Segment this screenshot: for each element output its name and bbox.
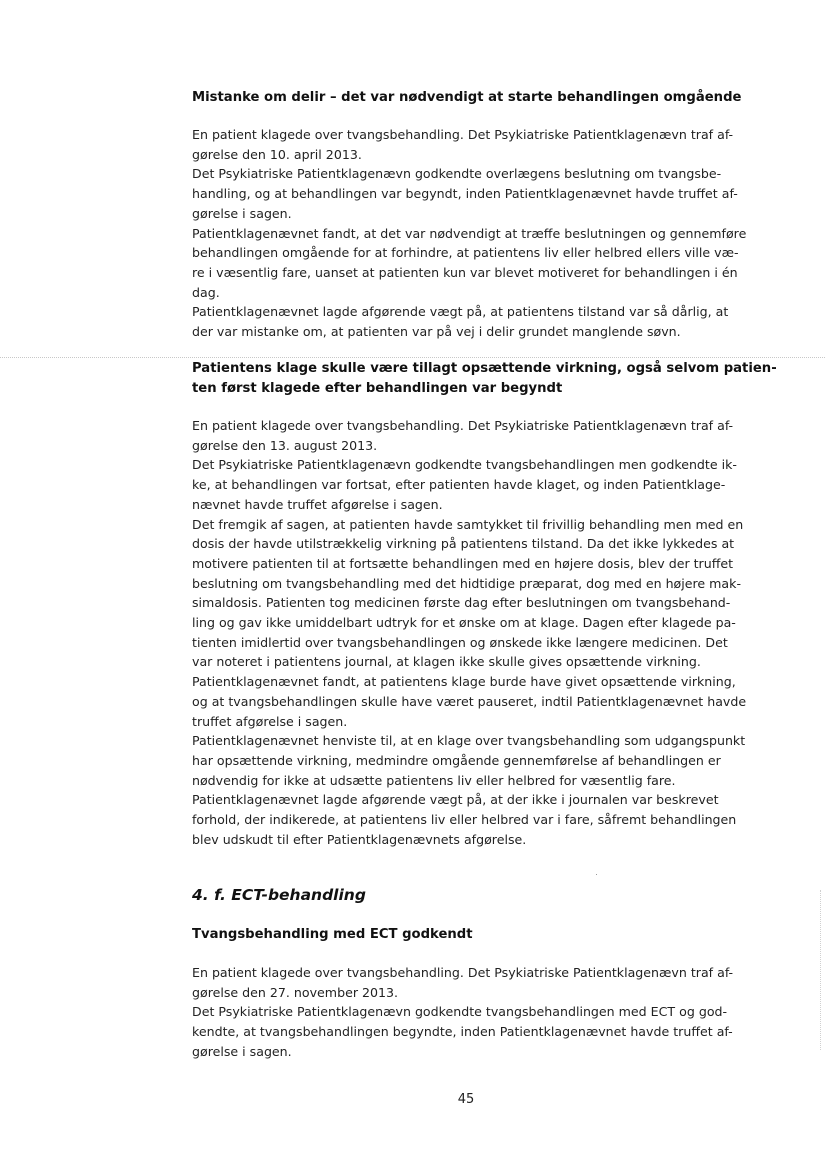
heading-delir: Mistanke om delir – det var nødvendigt at starte behandlingen omgående (192, 90, 742, 105)
text-line: nævnet havde truffet afgørelse i sagen. (192, 496, 443, 512)
text-line: og at tvangsbehandlingen skulle have været pauseret, indtil Patientklagenævnet havde (192, 693, 747, 709)
text-line: handling, og at behandlingen var begyndt, inden Patientklagenævnet havde truffet af- (192, 186, 738, 202)
paragraph-ect (192, 963, 752, 1062)
heading-ect-godkendt: Tvangsbehandling med ECT godkendt (192, 927, 473, 942)
text-line: En patient klagede over tvangsbehandling. Det Psykiatriske Patientklagenævn traf af- (192, 127, 734, 142)
section-title-ect: 4. f. ECT-behandling (192, 886, 366, 904)
text-line: Det Psykiatriske Patientklagenævn godkendte tvangsbehandlingen med ECT og god- (192, 1004, 728, 1020)
scan-divider (0, 357, 825, 358)
text-line: nødvendig for ikke at udsætte patientens liv eller helbred for væsentlig fare. (192, 772, 676, 788)
text-line: kendte, at tvangsbehandlingen begyndte, inden Patientklagenævnet havde truffet af- (192, 1024, 733, 1040)
text-line: Det fremgik af sagen, at patienten havde samtykket til frivillig behandling men med en (192, 516, 744, 532)
text-line: der var mistanke om, at patienten var på vej i delir grundet manglende søvn. (192, 324, 681, 340)
page-number: 45 (457, 1092, 475, 1107)
text-line: var noteret i patientens journal, at klagen ikke skulle gives opsættende virkning. (192, 654, 701, 670)
paragraph-delir (192, 125, 752, 342)
text-line: dosis der havde utilstrækkelig virkning på patientens tilstand. Da det ikke lykkedes at (192, 536, 735, 552)
text-line: gørelse i sagen. (192, 205, 292, 221)
text-line: re i væsentlig fare, uanset at patienten kun var blevet motiveret for behandlingen i én (192, 264, 738, 280)
text-line: En patient klagede over tvangsbehandling. Det Psykiatriske Patientklagenævn traf af- (192, 965, 734, 980)
text-line: simaldosis. Patienten tog medicinen første dag efter beslutningen om tvangsbehand- (192, 595, 731, 611)
text-line: En patient klagede over tvangsbehandling. Det Psykiatriske Patientklagenævn traf af- (192, 418, 734, 433)
text-line: Patientklagenævnet henviste til, at en klage over tvangsbehandling som udgangspunkt (192, 733, 746, 749)
text-line: ke, at behandlingen var fortsat, efter patienten havde klaget, og inden Patientklage- (192, 477, 726, 493)
text-line: blev udskudt til efter Patientklagenævnets afgørelse. (192, 831, 527, 847)
text-line: gørelse den 27. november 2013. (192, 984, 399, 1000)
text-line: gørelse den 13. august 2013. (192, 437, 378, 453)
text-line: har opsættende virkning, medmindre omgående gennemførelse af behandlingen er (192, 752, 721, 768)
heading-line: Patientens klage skulle være tillagt opsættende virkning, også selvom patien- (192, 361, 777, 376)
text-line: Patientklagenævnet fandt, at det var nødvendigt at træffe beslutningen og gennemføre (192, 225, 747, 241)
scan-speck (596, 874, 597, 875)
text-line: motivere patienten til at fortsætte behandlingen med en højere dosis, blev der truffet (192, 555, 734, 571)
text-line: Patientklagenævnet fandt, at patientens klage burde have givet opsættende virkning, (192, 674, 736, 690)
heading-line: ten først klagede efter behandlingen var begyndt (192, 380, 563, 396)
text-line: Patientklagenævnet lagde afgørende vægt på, at der ikke i journalen var beskrevet (192, 792, 719, 808)
text-line: forhold, der indikerede, at patientens liv eller helbred var i fare, såfremt behandlingen (192, 812, 737, 828)
scan-edge (820, 890, 823, 1050)
text-line: beslutning om tvangsbehandling med det hidtidige præparat, dog med en højere mak- (192, 575, 741, 591)
paragraph-opsaettende-virkning (192, 416, 752, 849)
text-line: Det Psykiatriske Patientklagenævn godkendte overlægens beslutning om tvangsbe- (192, 166, 722, 182)
text-line: behandlingen omgående for at forhindre, at patientens liv eller helbred ellers ville væ- (192, 245, 739, 261)
text-line: dag. (192, 284, 220, 300)
text-line: ling og gav ikke umiddelbart udtryk for et ønske om at klage. Dagen efter klagede pa- (192, 615, 736, 631)
text-line: tienten imidlertid over tvangsbehandlingen og ønskede ikke længere medicinen. Det (192, 634, 728, 650)
text-line: gørelse i sagen. (192, 1043, 292, 1059)
text-line: gørelse den 10. april 2013. (192, 146, 362, 162)
text-line: Patientklagenævnet lagde afgørende vægt på, at patientens tilstand var så dårlig, at (192, 304, 729, 320)
heading-opsaettende-virkning (192, 359, 777, 398)
text-line: Det Psykiatriske Patientklagenævn godkendte tvangsbehandlingen men godkendte ik- (192, 457, 737, 473)
text-line: truffet afgørelse i sagen. (192, 713, 348, 729)
